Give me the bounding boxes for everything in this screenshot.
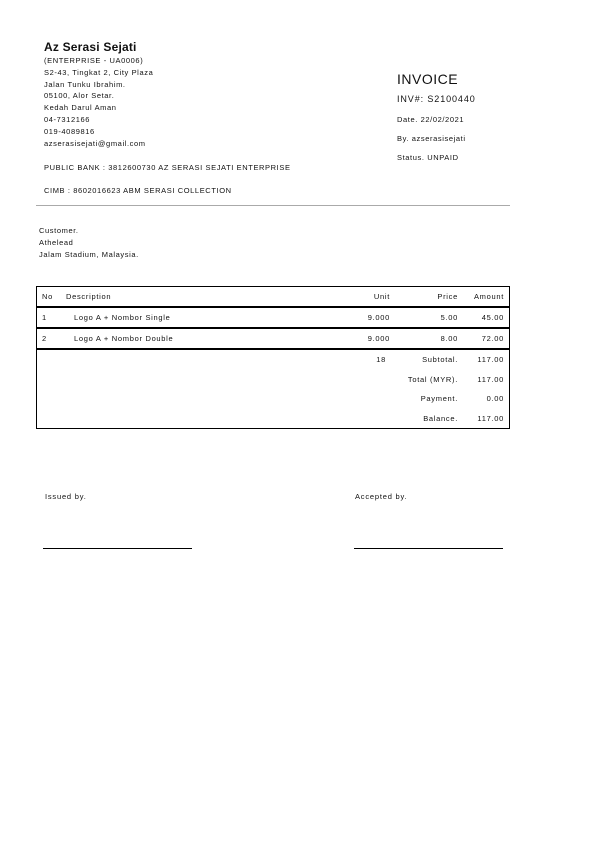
invoice-title: INVOICE <box>397 71 459 87</box>
company-mobile: 019-4089816 <box>44 126 95 136</box>
issued-by-label: Issued by. <box>45 492 87 501</box>
invoice-by: By. azserasisejati <box>397 134 466 143</box>
total-label: Total (MYR). <box>407 374 458 384</box>
header-divider <box>36 205 510 206</box>
company-address-line: 05100, Alor Setar. <box>44 91 115 101</box>
col-no-header: No <box>42 292 53 301</box>
row-unit: 9.000 <box>367 334 390 343</box>
payment-label: Payment. <box>420 394 458 404</box>
col-price-header: Price <box>437 292 458 301</box>
balance-row <box>37 409 510 429</box>
row-unit: 9.000 <box>367 313 390 322</box>
payment-row <box>37 389 510 409</box>
row-no: 2 <box>42 334 47 343</box>
customer-address: Jalam Stadium, Malaysia. <box>39 249 139 259</box>
subtotal-value: 117.00 <box>477 355 504 365</box>
payment-value: 0.00 <box>486 394 504 404</box>
invoice-status: Status. UNPAID <box>397 153 459 162</box>
table-header-row <box>37 287 510 308</box>
balance-value: 117.00 <box>477 413 504 423</box>
company-phone: 04-7312166 <box>44 114 91 124</box>
company-address-line: S2-43, Tingkat 2, City Plaza <box>44 67 154 77</box>
company-email: azserasisejati@gmail.com <box>44 138 146 148</box>
row-description: Logo A + Nombor Double <box>74 334 174 343</box>
company-registration: (ENTERPRISE - UA0006) <box>44 56 144 65</box>
col-unit-header: Unit <box>373 292 390 301</box>
row-amount: 72.00 <box>481 334 504 343</box>
total-value: 117.00 <box>477 374 504 384</box>
bank-public: PUBLIC BANK : 3812600730 AZ SERASI SEJATI ENTERPRISE <box>44 163 291 172</box>
company-name: Az Serasi Sejati <box>44 40 137 54</box>
row-price: 5.00 <box>440 313 458 322</box>
subtotal-row <box>37 349 510 370</box>
table-row <box>37 307 510 328</box>
company-address-line: Kedah Darul Aman <box>44 103 117 113</box>
invoice-date: Date. 22/02/2021 <box>397 115 465 124</box>
items-table <box>36 286 510 429</box>
total-row <box>37 370 510 390</box>
balance-label: Balance. <box>423 413 458 423</box>
row-price: 8.00 <box>440 334 458 343</box>
accepted-by-signature-line <box>354 548 503 549</box>
row-no: 1 <box>42 313 47 322</box>
subtotal-label: Subtotal. <box>422 355 458 365</box>
customer-name: Athelead <box>39 237 74 247</box>
accepted-by-label: Accepted by. <box>355 492 408 501</box>
row-description: Logo A + Nombor Single <box>74 313 171 322</box>
company-address-line: Jalan Tunku Ibrahim. <box>44 79 126 89</box>
company-address <box>44 55 153 149</box>
issued-by-signature-line <box>43 548 192 549</box>
invoice-number: INV#: S2100440 <box>397 94 476 104</box>
col-description-header: Description <box>66 292 112 301</box>
customer-block <box>39 225 139 260</box>
bank-cimb: CIMB : 8602016623 ABM SERASI COLLECTION <box>44 186 232 195</box>
customer-label: Customer. <box>39 226 79 235</box>
table-row <box>37 328 510 349</box>
row-amount: 45.00 <box>481 313 504 322</box>
col-amount-header: Amount <box>473 292 504 301</box>
total-units: 18 <box>376 355 386 365</box>
